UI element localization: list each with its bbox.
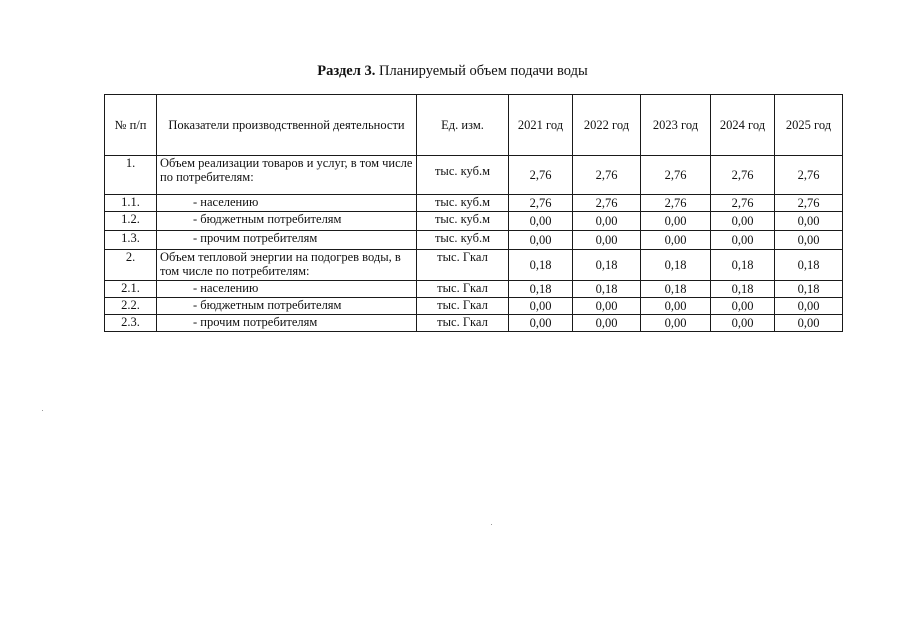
value-2021: 0,18 <box>509 281 573 298</box>
row-indicator: - населению <box>157 281 417 298</box>
header-year-2025: 2025 год <box>775 95 843 156</box>
row-unit: тыс. куб.м <box>417 231 509 250</box>
header-year-2021: 2021 год <box>509 95 573 156</box>
value-2023: 0,00 <box>641 212 711 231</box>
section-caption: Планируемый объем подачи воды <box>375 63 588 79</box>
row-indicator: Объем реализации товаров и услуг, в том числе по потребителям: <box>157 156 417 195</box>
table-row <box>105 298 843 315</box>
value-2022: 2,76 <box>573 195 641 212</box>
table-row <box>105 156 843 195</box>
value-2024: 2,76 <box>711 195 775 212</box>
value-2024: 0,00 <box>711 231 775 250</box>
value-2021: 0,18 <box>509 250 573 281</box>
header-unit: Ед. изм. <box>417 95 509 156</box>
value-2024: 0,18 <box>711 250 775 281</box>
value-2021: 0,00 <box>509 315 573 332</box>
row-unit: тыс. Гкал <box>417 250 509 281</box>
row-unit: тыс. Гкал <box>417 298 509 315</box>
header-row-number: № п/п <box>105 95 157 156</box>
value-2024: 0,00 <box>711 212 775 231</box>
value-2022: 0,00 <box>573 315 641 332</box>
value-2023: 2,76 <box>641 195 711 212</box>
value-2025: 0,18 <box>775 281 843 298</box>
row-number: 1.2. <box>105 212 157 231</box>
table-row <box>105 195 843 212</box>
value-2021: 2,76 <box>509 195 573 212</box>
value-2025: 0,00 <box>775 315 843 332</box>
section-title <box>0 62 905 80</box>
value-2022: 0,00 <box>573 231 641 250</box>
row-indicator: - бюджетным потребителям <box>157 212 417 231</box>
row-number: 2. <box>105 250 157 281</box>
value-2023: 0,18 <box>641 250 711 281</box>
value-2023: 0,00 <box>641 315 711 332</box>
value-2022: 0,00 <box>573 298 641 315</box>
row-number: 2.1. <box>105 281 157 298</box>
value-2023: 0,00 <box>641 298 711 315</box>
header-year-2024: 2024 год <box>711 95 775 156</box>
row-unit: тыс. Гкал <box>417 281 509 298</box>
scan-speck <box>42 410 43 411</box>
header-year-2022: 2022 год <box>573 95 641 156</box>
value-2023: 0,18 <box>641 281 711 298</box>
row-indicator: - прочим потребителям <box>157 231 417 250</box>
scan-speck <box>491 524 492 525</box>
header-indicator: Показатели производственной деятельности <box>157 95 417 156</box>
table-row <box>105 231 843 250</box>
table-row <box>105 212 843 231</box>
row-unit: тыс. куб.м <box>417 195 509 212</box>
row-indicator: - населению <box>157 195 417 212</box>
value-2023: 0,00 <box>641 231 711 250</box>
value-2022: 0,18 <box>573 281 641 298</box>
row-unit: тыс. куб.м <box>417 212 509 231</box>
row-indicator: Объем тепловой энергии на подогрев воды, в том числе по потребителям: <box>157 250 417 281</box>
value-2025: 2,76 <box>775 156 843 195</box>
water-supply-plan-table <box>104 94 843 332</box>
table-row <box>105 250 843 281</box>
value-2022: 0,18 <box>573 250 641 281</box>
row-unit: тыс. Гкал <box>417 315 509 332</box>
row-number: 2.3. <box>105 315 157 332</box>
row-indicator: - бюджетным потребителям <box>157 298 417 315</box>
value-2024: 0,00 <box>711 298 775 315</box>
row-indicator: - прочим потребителям <box>157 315 417 332</box>
section-number: Раздел 3. <box>317 63 376 79</box>
value-2024: 0,00 <box>711 315 775 332</box>
value-2025: 0,18 <box>775 250 843 281</box>
value-2025: 0,00 <box>775 298 843 315</box>
value-2022: 0,00 <box>573 212 641 231</box>
value-2021: 0,00 <box>509 231 573 250</box>
value-2023: 2,76 <box>641 156 711 195</box>
row-number: 1.1. <box>105 195 157 212</box>
value-2022: 2,76 <box>573 156 641 195</box>
row-number: 2.2. <box>105 298 157 315</box>
value-2024: 0,18 <box>711 281 775 298</box>
row-number: 1. <box>105 156 157 195</box>
value-2021: 0,00 <box>509 298 573 315</box>
value-2024: 2,76 <box>711 156 775 195</box>
value-2021: 2,76 <box>509 156 573 195</box>
value-2025: 2,76 <box>775 195 843 212</box>
row-unit: тыс. куб.м <box>417 156 509 195</box>
table-header-row <box>105 95 843 156</box>
value-2025: 0,00 <box>775 231 843 250</box>
value-2021: 0,00 <box>509 212 573 231</box>
row-number: 1.3. <box>105 231 157 250</box>
table-row <box>105 281 843 298</box>
header-year-2023: 2023 год <box>641 95 711 156</box>
table-row <box>105 315 843 332</box>
value-2025: 0,00 <box>775 212 843 231</box>
